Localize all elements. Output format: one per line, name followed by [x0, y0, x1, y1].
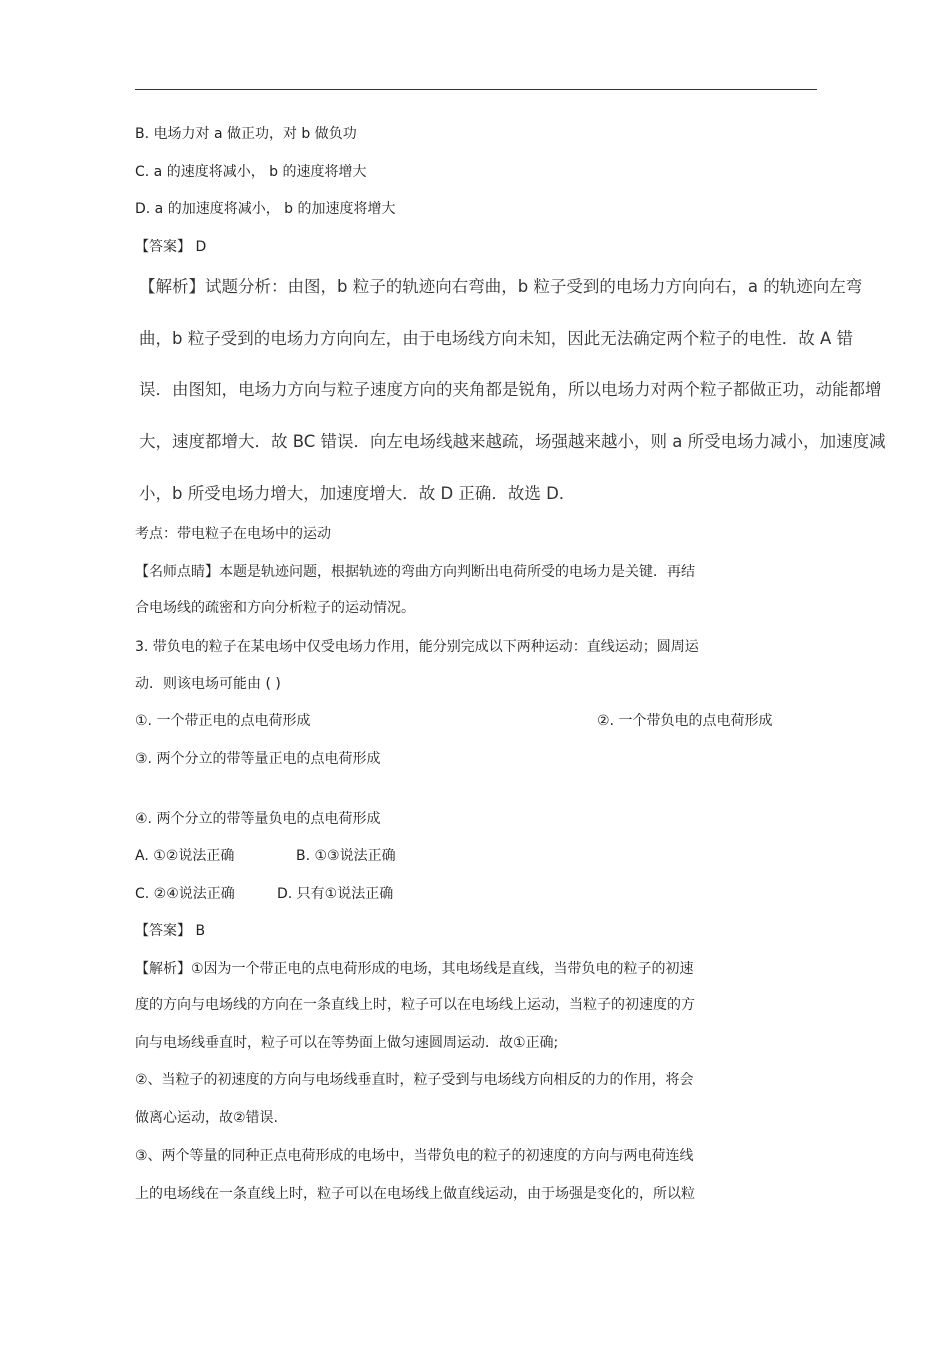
- q2-option-c: C. a 的速度将减小， b 的速度将增大: [135, 164, 367, 180]
- q3-statement-2: ②. 一个带负电的点电荷形成: [597, 713, 773, 729]
- q2-analysis-line: 曲，b 粒子受到的电场力方向向左，由于电场线方向未知，因此无法确定两个粒子的电性．故 A 错: [139, 329, 853, 348]
- q3-analysis-line: ③、两个等量的同种正点电荷形成的电场中，当带负电的粒子的初速度的方向与两电荷连线: [135, 1148, 694, 1164]
- q3-option-b: B. ①③说法正确: [296, 848, 396, 864]
- q2-tips-line: 【名师点睛】本题是轨迹问题，根据轨迹的弯曲方向判断出电荷所受的电场力是关键．再结: [135, 564, 695, 580]
- q2-analysis-line: 误．由图知，电场力方向与粒子速度方向的夹角都是锐角，所以电场力对两个粒子都做正功，动能都增: [139, 380, 882, 399]
- header-rule: [135, 89, 817, 90]
- q3-analysis-line: 【解析】①因为一个带正电的点电荷形成的电场，其电场线是直线，当带负电的粒子的初速: [135, 961, 694, 977]
- q3-option-a: A. ①②说法正确: [135, 848, 235, 864]
- q3-stem-line: 动．则该电场可能由 ( ): [135, 676, 281, 692]
- q2-analysis-line: 大，速度都增大．故 BC 错误．向左电场线越来越疏，场强越来越小，则 a 所受电场力减小，加速度减: [139, 432, 886, 451]
- q3-option-c: C. ②④说法正确: [135, 886, 235, 902]
- q2-tips-line: 合电场线的疏密和方向分析粒子的运动情况。: [135, 600, 415, 616]
- q3-analysis-line: 度的方向与电场线的方向在一条直线上时，粒子可以在电场线上运动，当粒子的初速度的方: [135, 997, 695, 1013]
- q3-statement-4: ④. 两个分立的带等量负电的点电荷形成: [135, 811, 381, 827]
- q3-answer: 【答案】 B: [135, 923, 206, 939]
- q3-analysis-line: 做离心运动，故②错误.: [135, 1110, 279, 1126]
- q3-analysis-line: 上的电场线在一条直线上时，粒子可以在电场线上做直线运动，由于场强是变化的，所以粒: [135, 1186, 695, 1202]
- q3-analysis-line: 向与电场线垂直时，粒子可以在等势面上做匀速圆周运动．故①正确;: [135, 1035, 559, 1051]
- q2-option-b: B. 电场力对 a 做正功，对 b 做负功: [135, 126, 357, 142]
- q2-kaodian: 考点：带电粒子在电场中的运动: [135, 526, 331, 542]
- q2-option-d: D. a 的加速度将减小， b 的加速度将增大: [135, 201, 396, 217]
- q3-statement-1: ①. 一个带正电的点电荷形成: [135, 713, 311, 729]
- q2-analysis-line: 小，b 所受电场力增大，加速度增大．故 D 正确．故选 D．: [139, 484, 576, 503]
- q2-answer: 【答案】 D: [135, 239, 207, 255]
- q3-analysis-line: ②、当粒子的初速度的方向与电场线垂直时，粒子受到与电场线方向相反的力的作用，将会: [135, 1072, 694, 1088]
- q3-stem-line: 3. 带负电的粒子在某电场中仅受电场力作用，能分别完成以下两种运动：直线运动；圆周运: [135, 639, 699, 655]
- q3-option-d: D. 只有①说法正确: [277, 886, 394, 902]
- q3-statement-3: ③. 两个分立的带等量正电的点电荷形成: [135, 751, 381, 767]
- q2-analysis-line: 【解析】试题分析：由图，b 粒子的轨迹向右弯曲，b 粒子受到的电场力方向向右，a 的轨迹向左弯: [139, 277, 863, 296]
